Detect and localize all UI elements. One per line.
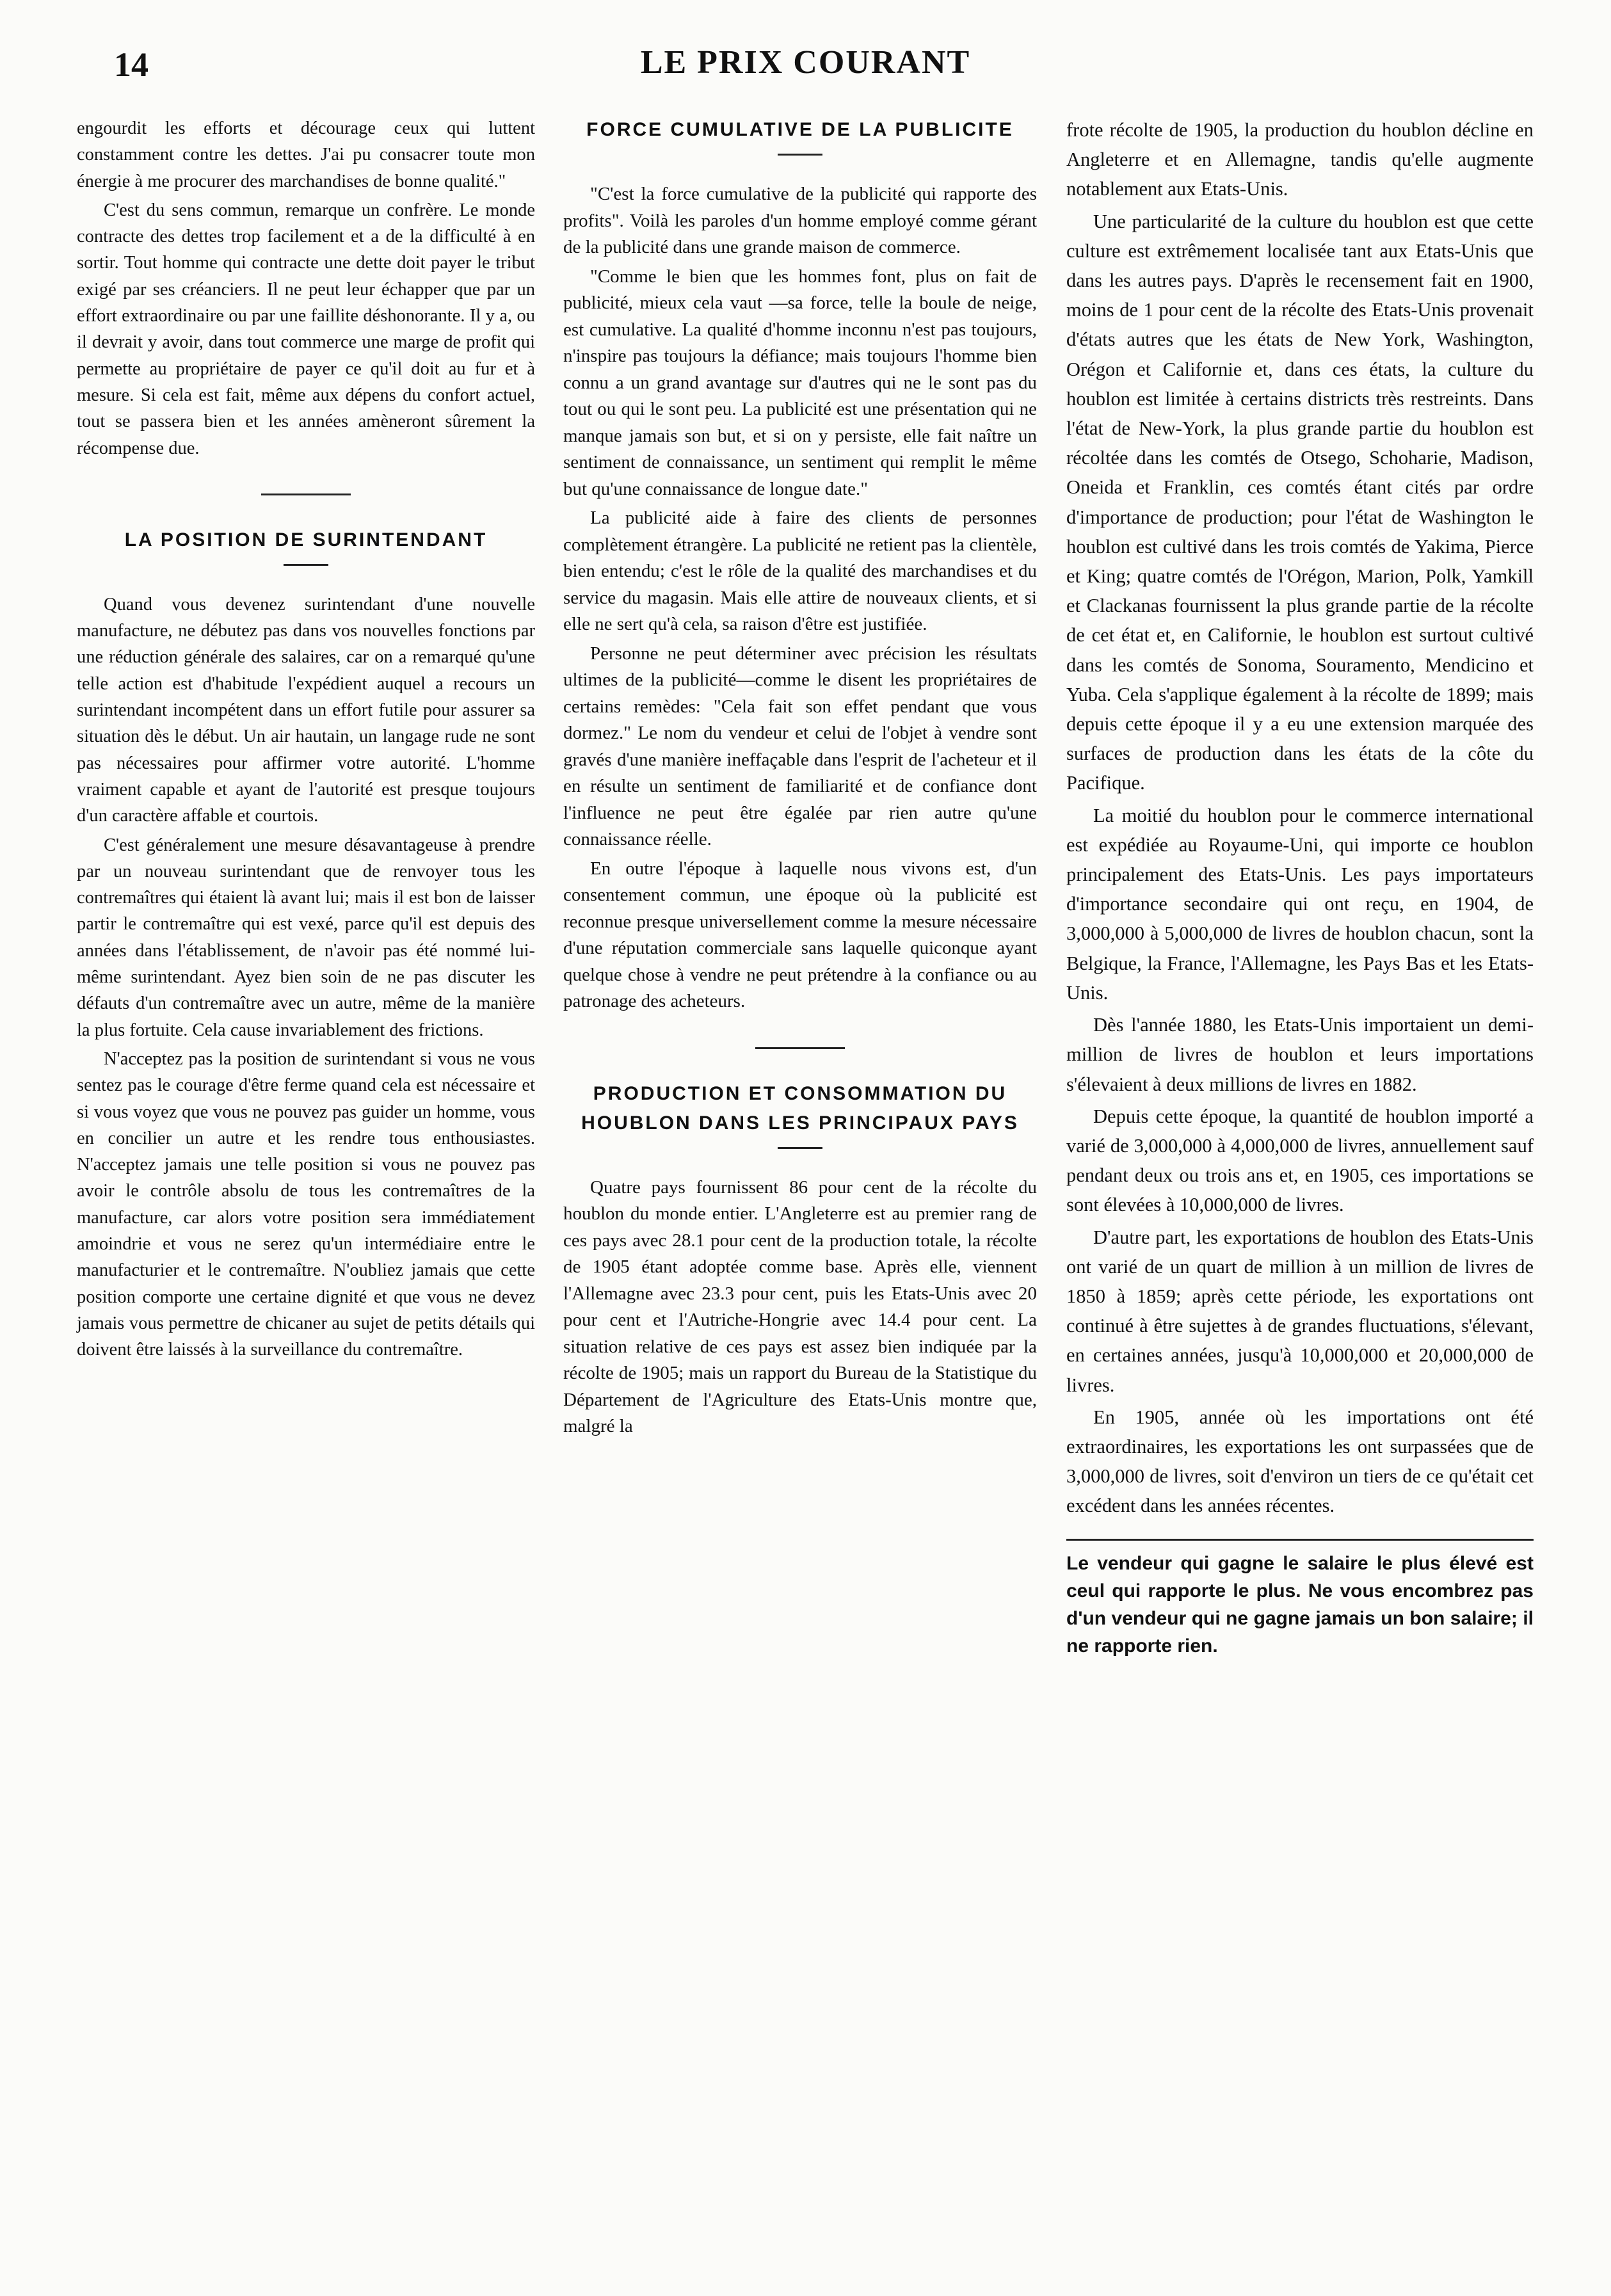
paragraph: Dès l'année 1880, les Etats-Unis importaient un demi-million de livres de houblon et leurs importations s'élevaient à deux millions de livres en 1882. — [1066, 1014, 1534, 1095]
paragraph: En 1905, année où les importations ont été extraordinaires, les exportations les ont surpassées que de 3,000,000 de livres, soit d'environ un tiers de ce qu'était cet excédent dans les années récentes. — [1066, 1406, 1534, 1517]
paragraph: "C'est la force cumulative de la publicité qui rapporte des profits". Voilà les paroles d'un homme employé comme gérant de la publicité dans une grande maison de commerce. — [563, 184, 1037, 257]
article-title: FORCE CUMULATIVE DE LA PUBLICITE — [586, 119, 1014, 140]
column-3 — [1066, 115, 1534, 1660]
column-2 — [563, 115, 1037, 1440]
paragraph: N'acceptez pas la position de surintendant si vous ne vous sentez pas le courage d'être ferme quand cela est nécessaire et si vous voyez que vous ne pouvez pas guider un homme, vous en concilier un autre et les rendre tous enthousiastes. N'acceptez jamais une telle position si vous ne pouvez pas avoir le contrôle absolu de tous les contremaîtres de la manufacture, car alors votre position sera immédiatement amoindrie et vous ne serez qu'un intermédiaire entre le manufacturier et le contremaître. N'oubliez jamais que cette position comporte une certaine dignité et que vous ne devez jamais vous permettre de chicaner au sujet de petits détails qui doivent être laissés à la surveillance du contremaître. — [77, 1048, 535, 1360]
paragraph: engourdit les efforts et décourage ceux qui luttent constamment contre les dettes. J'ai pu consacrer toute mon énergie à me procurer des marchandises de bonne qualité." — [77, 118, 535, 191]
title-underline — [284, 564, 328, 566]
separator-rule — [77, 487, 535, 500]
paragraph: Depuis cette époque, la quantité de houblon importé a varié de 3,000,000 à 4,000,000 de livres, annuellement sauf pendant deux ou trois ans et, en 1905, ces importations se sont élevées à 10,000,000 de livres. — [1066, 1105, 1534, 1216]
paragraph: La publicité aide à faire des clients de personnes complètement étrangère. La publicité ne retient pas la clientèle, bien entendu; c'est le rôle de la qualité des marchandises et du service du magasin. Mais elle attire de nouveaux clients, et si elle ne sert qu'à cela, sa raison d'être est justifiée. — [563, 508, 1037, 634]
column-1 — [77, 115, 535, 1363]
journal-title: LE PRIX COURANT — [640, 44, 971, 81]
title-underline — [778, 154, 822, 156]
paragraph: Quatre pays fournissent 86 pour cent de la récolte du houblon du monde entier. L'Angleterre est au premier rang de ces pays avec 28.1 pour cent de la production totale, la récolte de 1905 étant adoptée comme base. Après elle, viennent l'Allemagne avec 23.3 pour cent, puis les Etats-Unis avec 20 pour cent et l'Autriche-Hongrie avec 14.4 pour cent. La situation relative de ces pays est assez bien indiquée par la récolte de 1905; mais un rapport du Bureau de la Statistique du Département de l'Agriculture des Etats-Unis montre que, malgré la — [563, 1176, 1037, 1436]
page-header — [0, 38, 1611, 96]
article-title: LA POSITION DE SURINTENDANT — [124, 529, 488, 550]
paragraph: frote récolte de 1905, la production du houblon décline en Angleterre et en Allemagne, tandis qu'elle augmente notablement aux Etats-Unis. — [1066, 119, 1534, 200]
title-underline — [778, 1147, 822, 1149]
paragraph: La moitié du houblon pour le commerce international est expédiée au Royaume-Uni, qui importe ce houblon principalement des Etats-Unis. Les pays importateurs d'importance secondaire qui ont reçu, en 1904, de 3,000,000 à 5,000,000 de livres de houblon chacun, sont la Belgique, la France, l'Allemagne, les Pays Bas et les Etats-Unis. — [1066, 804, 1534, 1004]
paragraph: D'autre part, les exportations de houblon des Etats-Unis ont varié de un quart de million à un million de livres de 1850 à 1859; après cette période, les exportations ont continué à être sujettes à de grandes fluctuations, s'élevant, en certaines années, jusqu'à 10,000,000 et 20,000,000 de livres. — [1066, 1226, 1534, 1396]
paragraph: Une particularité de la culture du houblon est que cette culture est extrêmement localisée tant aux Etats-Unis que dans les autres pays. D'après le recensement fait en 1900, moins de 1 pour cent de la récolte des Etats-Unis provenait d'états autres que les états de New York, Washington, Orégon et Californie et, dans ces états, la culture du houblon est limitée à certains districts très restreints. Dans l'état de New-York, la plus grande partie du houblon est récoltée dans les comtés de Otsego, Schoharie, Madison, Oneida et Franklin, ces comtés étant cités par ordre d'importance de production; pour l'état de Washington le houblon est cultivé dans les trois comtés de Yakima, Pierce et King; quatre comtés de l'Orégon, Marion, Polk, Yamkill et Clackanas fournissent la plus grande partie de la récolte de cet état et, en Californie, le houblon est surtout cultivé dans les comtés de Sonoma, Souramento, Mendicino et Yuba. Cela s'applique également à la récolte de 1899; mais depuis cette époque il y a eu une extension marquée des surfaces de production dans les états de la côte du Pacifique. — [1066, 210, 1534, 794]
paragraph: C'est du sens commun, remarque un confrère. Le monde contracte des dettes trop facilement et a de la difficulté à en sortir. Tout homme qui contracte une dette doit payer le tribut exigé par ses créanciers. Il ne peut leur échapper que par un effort extraordinaire ou par une faillite déshonorante. Il y a, ou il devrait y avoir, dans tout commerce une marge de profit qui permette au propriétaire de payer ce qu'il doit au fur et à mesure. Si cela est fait, même aux dépens du confort actuel, tout se passera bien et les années amèneront sûrement la récompense due. — [77, 200, 535, 458]
article-title: PRODUCTION ET CONSOMMATION DU HOUBLON DANS LES PRINCIPAUX PAYS — [581, 1082, 1019, 1134]
paragraph: Personne ne peut déterminer avec précision les résultats ultimes de la publicité—comme le disent les propriétaires de certains remèdes: "Cela fait son effet pendant que vous dormez." Le nom du vendeur et celui de l'objet à vendre sont gravés d'une manière ineffaçable dans l'esprit de l'acheteur et il en résulte un sentiment de familiarité et de confiance dont l'influence ne peut être égalée par rien autre qu'une connaissance réelle. — [563, 643, 1037, 849]
callout-text: Le vendeur qui gagne le salaire le plus élevé est ceul qui rapporte le plus. Ne vous encombrez pas d'un vendeur qui ne gagne jamais un bon salaire; il ne rapporte rien. — [1066, 1552, 1534, 1657]
paragraph: En outre l'époque à laquelle nous vivons est, d'un consentement commun, une époque où la publicité est reconnue presque universellement comme la mesure nécessaire d'une réputation commerciale sans laquelle quiconque ayant quelque chose à vendre ne peut prétendre à la confiance ou au patronage des acheteurs. — [563, 858, 1037, 1011]
page-number: 14 — [114, 45, 148, 84]
callout-box — [1066, 1539, 1534, 1660]
paragraph: Quand vous devenez surintendant d'une nouvelle manufacture, ne débutez pas dans vos nouvelles fonctions par une réduction générale des salaires, car on a remarqué qu'une telle action est d'habitude l'expédient auquel a recours un surintendant incompétent dans un effort futile pour assurer sa situation dès le début. Un air hautain, un langage rude ne sont pas nécessaires pour affirmer votre autorité. L'homme vraiment capable et ayant de l'autorité est presque toujours d'un caractère affable et courtois. — [77, 594, 535, 826]
separator-rule — [563, 1041, 1037, 1054]
paragraph: C'est généralement une mesure désavantageuse à prendre par un nouveau surintendant que de renvoyer tous les contremaîtres qui étaient là avant lui; mais il est bon de laisser partir le contremaître qui est vexé, parce qu'il est depuis des années dans l'établissement, de n'avoir pas été nommé lui-même surintendant. Ayez bien soin de ne pas discuter les défauts d'un contremaître avec un autre, même de la manière la plus fortuite. Cela cause invariablement des frictions. — [77, 835, 535, 1040]
paragraph: "Comme le bien que les hommes font, plus on fait de publicité, mieux cela vaut —sa force, telle la boule de neige, est cumulative. La qualité d'homme inconnu n'est pas toujours, n'inspire pas toujours la défiance; mais toujours l'homme bien connu a un grand avantage sur d'autres qui ne le sont pas du tout ou qui le sont peu. La publicité est une présentation qui ne manque jamais son but, et si on y persiste, elle fait naître un sentiment de connaissance, un sentiment qui remplit le même but qu'une connaissance de longue date." — [563, 266, 1037, 499]
